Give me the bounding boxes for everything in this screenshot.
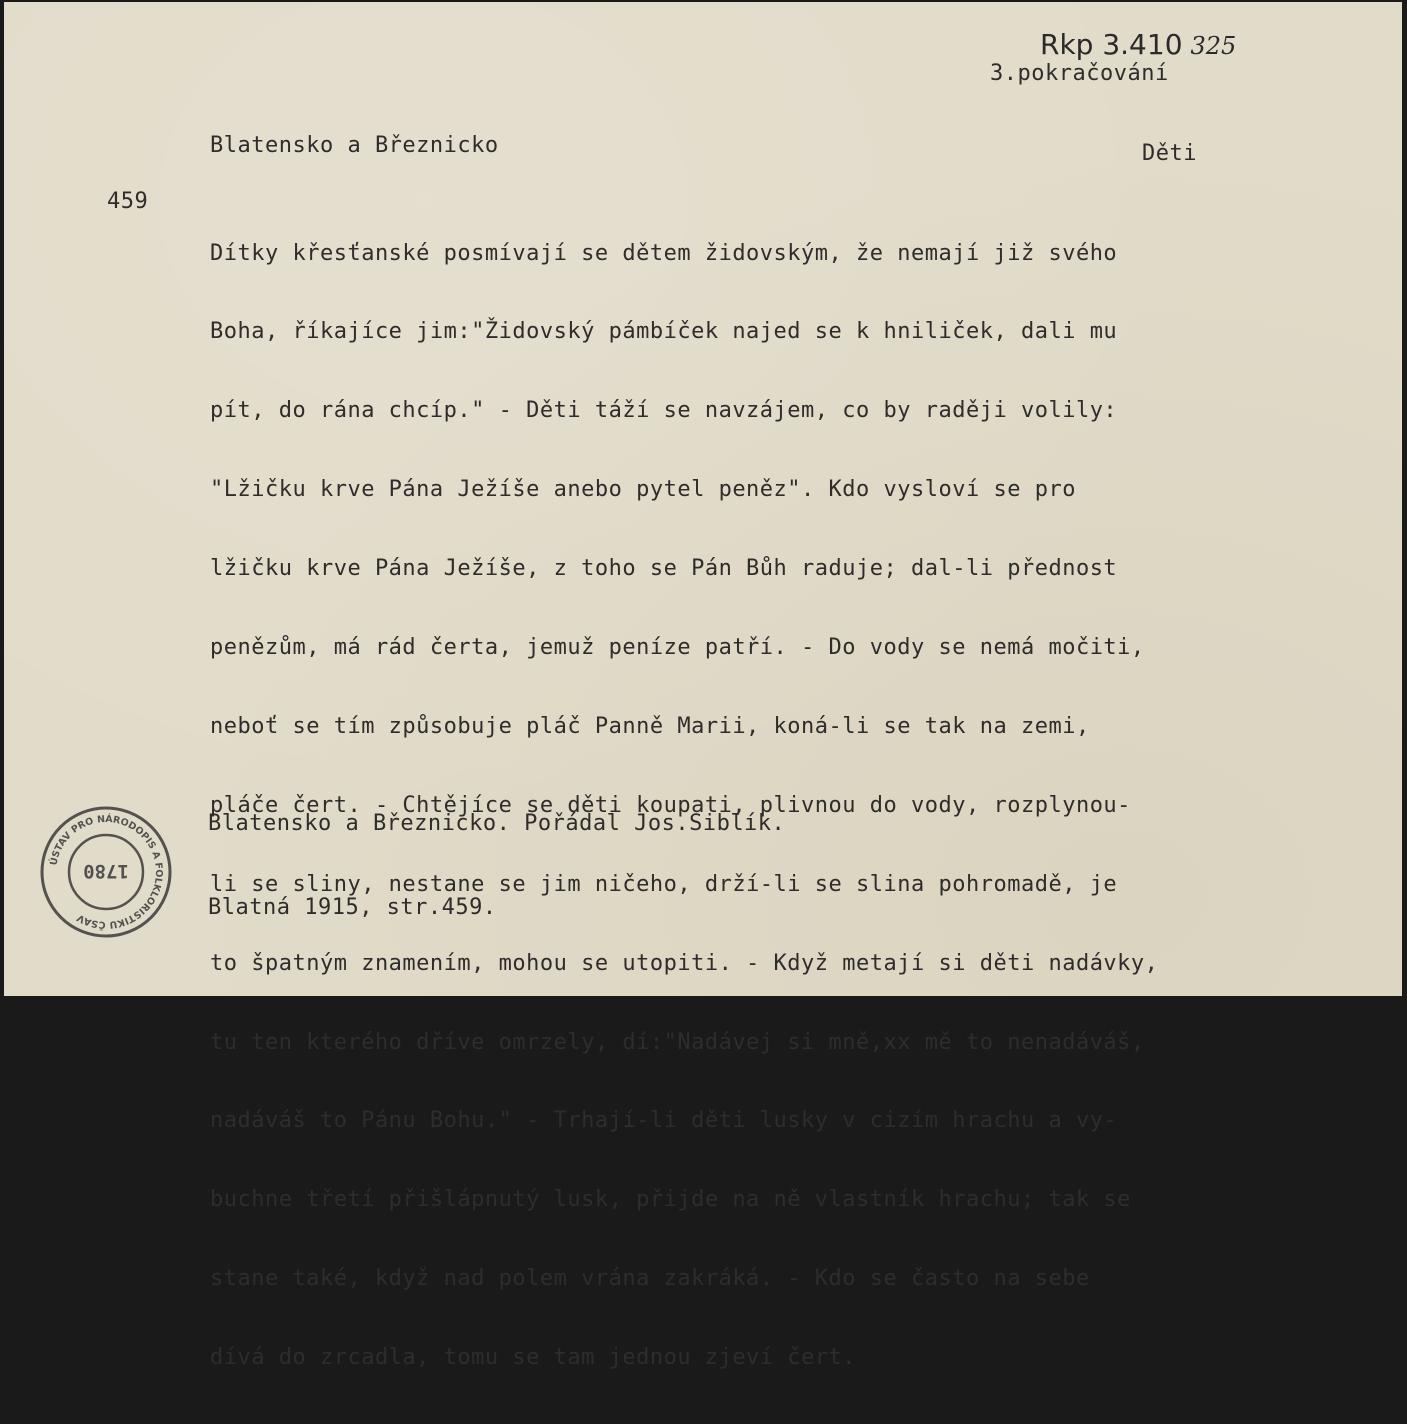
institution-stamp	[38, 804, 174, 940]
archive-card	[4, 2, 1402, 1371]
body-line: nadáváš to Pánu Bohu." - Trhají-li děti lusky v cizím hrachu a vy-	[210, 1108, 1118, 1134]
body-line: Dítky křesťanské posmívají se dětem židovským, že nemají již svého	[210, 240, 1118, 266]
body-line: Boha, říkajíce jim:"Židovský pámbíček najed se k hniliček, dali mu	[210, 319, 1118, 345]
entry-number: 459	[107, 189, 149, 214]
body-line: lžičku krve Pána Ježíše, z toho se Pán Bůh raduje; dal-li přednost	[210, 556, 1118, 582]
body-line: penězům, má rád čerta, jemuž peníze patří. - Do vody se nemá močiti,	[210, 635, 1145, 661]
source-line-2: Blatná 1915, str.459.	[208, 895, 497, 920]
source-line-1: Blatensko a Březnicko. Pořádal Jos.Siblík.	[208, 811, 786, 836]
body-line: buchne třetí přišlápnutý lusk, přijde na ně vlastník hrachu; tak se	[210, 1187, 1131, 1213]
stamp-center-number: 1780	[83, 860, 129, 882]
stamp-ring-text: ÚSTAV PRO NÁRODOPIS A FOLKLORISTIKU ČSAV	[48, 813, 165, 931]
body-line: stane také, když nad polem vrána zakráká. - Kdo se často na sebe	[210, 1266, 1090, 1292]
topic-label: Děti	[1142, 141, 1197, 166]
body-line: to špatným znamením, mohou se utopiti. - Když metají si děti nadávky,	[210, 950, 1159, 976]
region-title: Blatensko a Březnicko	[210, 133, 499, 158]
continuation-label: 3.pokračování	[990, 61, 1169, 86]
body-line: tu ten kterého dříve omrzely, dí:"Nadávej si mně,xx mě to nenadáváš,	[210, 1029, 1145, 1055]
body-line: "Lžičku krve Pána Ježíše anebo pytel peněz". Kdo vysloví se pro	[210, 477, 1076, 503]
handwritten-number: 325	[1190, 32, 1237, 60]
body-line: pláče čert. - Chtějíce se děti koupati, plivnou do vody, rozplynou-	[210, 792, 1131, 818]
body-line: li se sliny, nestane se jim ničeho, drží-li se slina pohromadě, je	[210, 871, 1118, 897]
source-citation	[208, 754, 785, 978]
body-line: pít, do rána chcíp." - Děti táží se navzájem, co by raději volily:	[210, 398, 1118, 424]
shelfmark-text: Rkp 3.410	[1040, 28, 1183, 61]
shelfmark	[1040, 28, 1236, 61]
body-line: neboť se tím způsobuje pláč Panně Marii, koná-li se tak na zemi,	[210, 713, 1090, 739]
body-line: dívá do zrcadla, tomu se tam jednou zjeví čert.	[210, 1345, 857, 1371]
